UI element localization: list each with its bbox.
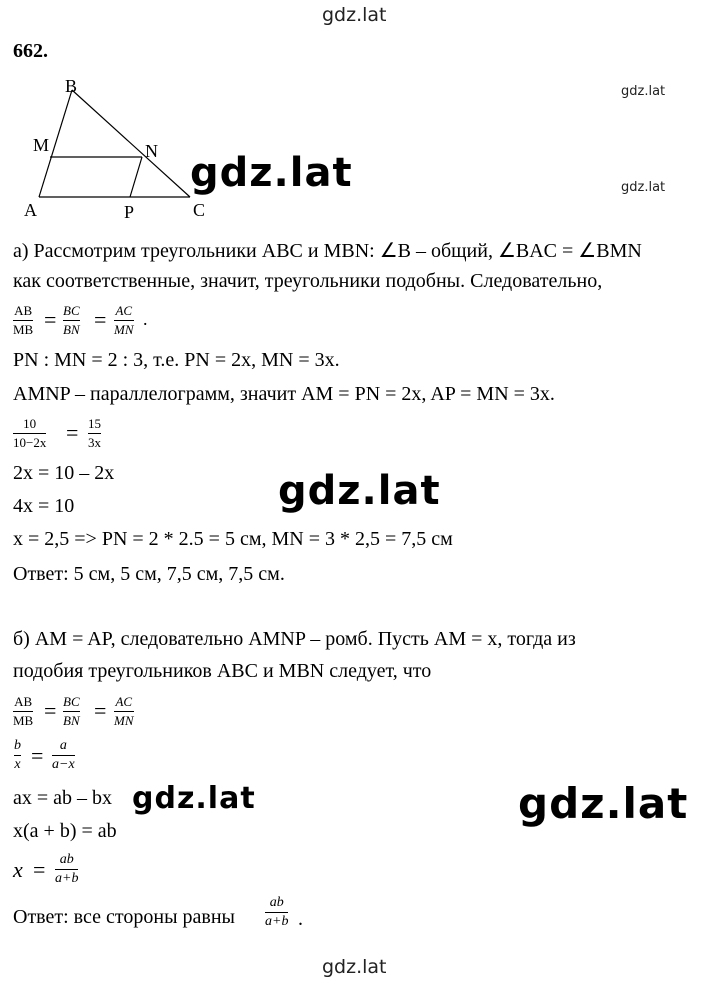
part-a-frac-ac-mn: AC MN (114, 303, 134, 337)
part-b-line-4: x(a + b) = ab (13, 820, 117, 842)
part-b-solution-x: x (13, 857, 23, 882)
segment-np (130, 157, 142, 197)
watermark-top: gdz.lat (322, 4, 387, 26)
part-b-frac-bc-bn: BC BN (63, 694, 80, 728)
watermark-bottom: gdz.lat (322, 956, 387, 978)
part-b-answer-period: . (298, 908, 303, 930)
part-b-eq-1: = (44, 698, 57, 723)
part-a-line-2: как соответственные, значит, треугольники подобны. Следовательно, (13, 270, 603, 292)
part-b-line-3: ax = ab – bx (13, 787, 113, 809)
part-b-eq-3: = (31, 743, 44, 768)
label-c: C (193, 200, 206, 220)
watermark-big-2: gdz.lat (278, 468, 441, 514)
watermark-big-1: gdz.lat (190, 150, 353, 196)
part-b-eq-2: = (94, 698, 107, 723)
label-a: A (24, 200, 37, 220)
part-b-answer-prefix: Ответ: все стороны равны (13, 906, 235, 928)
part-b-answer-frac: ab a+b (265, 895, 289, 929)
part-b-frac-ab-mb: AB MB (13, 694, 34, 728)
part-a-frac-10: 10 10−2x (13, 416, 47, 450)
watermark-right-2: gdz.lat (621, 180, 666, 195)
part-a-line-6: 4x = 10 (13, 495, 75, 517)
watermark-big-3: gdz.lat (132, 781, 256, 816)
label-m: M (33, 135, 50, 155)
part-a-frac-ab-mb: AB MB (13, 303, 34, 337)
part-a-eq-2: = (94, 307, 107, 332)
part-b-line-2: подобия треугольников ABC и MBN следует, что (13, 660, 432, 682)
watermark-right-1: gdz.lat (621, 84, 666, 99)
part-b-frac-b-x: b x (14, 738, 21, 772)
part-a-line-3: PN : MN = 2 : 3, т.е. PN = 2x, MN = 3x. (13, 349, 340, 371)
label-b: B (65, 76, 78, 96)
part-a-answer: Ответ: 5 см, 5 см, 7,5 см, 7,5 см. (13, 563, 285, 585)
part-a-eq-3: = (66, 420, 79, 445)
part-a-line-5: 2x = 10 – 2x (13, 462, 115, 484)
part-a-ratio-period: . (143, 309, 148, 329)
part-b-line-1: б) AM = AP, следовательно AMNP – ромб. Пусть AM = x, тогда из (13, 628, 576, 650)
label-n: N (145, 141, 158, 161)
part-a-frac-15: 15 3x (88, 416, 101, 450)
part-a-eq-1: = (44, 307, 57, 332)
problem-number: 662. (13, 40, 48, 62)
triangle-figure (0, 70, 240, 225)
label-p: P (124, 202, 135, 222)
part-a-frac-bc-bn: BC BN (63, 303, 80, 337)
side-bc (72, 90, 190, 197)
part-a-line-4: AMNP – параллелограмм, значит AM = PN = 2x, AP = MN = 3x. (13, 383, 555, 405)
part-a-line-7: x = 2,5 => PN = 2 * 2.5 = 5 см, MN = 3 * 2,5 = 7,5 см (13, 528, 453, 550)
part-b-frac-a-ax: a a−x (52, 738, 75, 772)
part-b-solution-eq: = (33, 857, 46, 882)
part-b-solution-frac: ab a+b (55, 852, 79, 886)
part-a-line-1: а) Рассмотрим треугольники ABC и MBN: ∠B – общий, ∠BAC = ∠BMN (13, 240, 642, 262)
watermark-big-4: gdz.lat (518, 779, 689, 828)
part-b-frac-ac-mn: AC MN (114, 694, 134, 728)
